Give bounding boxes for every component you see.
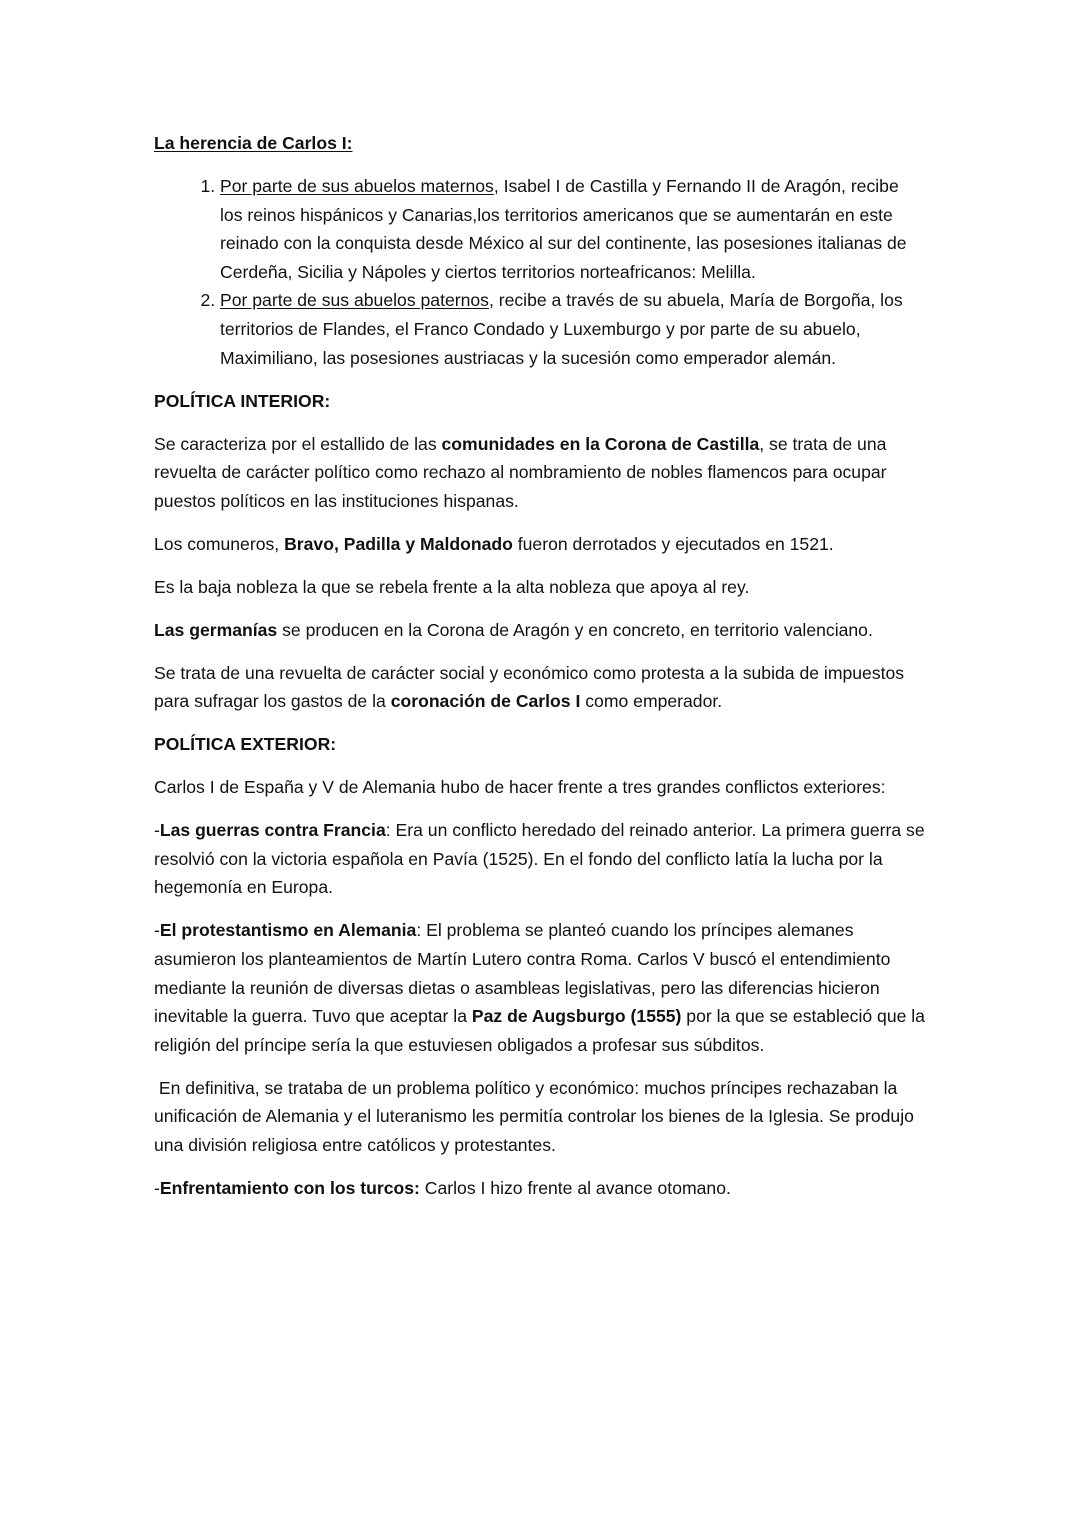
- paragraph: En definitiva, se trataba de un problema político y económico: muchos príncipes rechazaban la unificación de Alemania y el luteranismo les permitía controlar los bienes de la Iglesia. Se produjo una división religiosa entre católicos y protestantes.: [154, 1077, 919, 1155]
- heading-exterior: POLÍTICA EXTERIOR:: [154, 734, 337, 755]
- paragraph: Las germanías se producen en la Corona de Aragón y en concreto, en territorio valenciano.: [154, 619, 873, 640]
- paragraph: -Enfrentamiento con los turcos: Carlos I hizo frente al avance otomano.: [154, 1177, 731, 1198]
- document-page: [154, 129, 926, 1217]
- paragraph: Se trata de una revuelta de carácter social y económico como protesta a la subida de impuestos para sufragar los gastos de la coronación de Carlos I como emperador.: [154, 662, 905, 712]
- list-item: 2. Por parte de sus abuelos paternos, recibe a través de su abuela, María de Borgoña, los territorios de Flandes, el Franco Condado y Luxemburgo y por parte de su abuelo, Maximiliano, las posesiones austriacas y la sucesión como emperador alemán.: [220, 286, 926, 372]
- heading-interior: POLÍTICA INTERIOR:: [154, 390, 331, 411]
- list-item: 1. Por parte de sus abuelos maternos, Isabel I de Castilla y Fernando II de Aragón, recibe los reinos hispánicos y Canarias,los territorios americanos que se aumentarán en este reinado con la conquista desde México al sur del continente, las posesiones italianas de Cerdeña, Sicilia y Nápoles y ciertos territorios norteafricanos: Melilla.: [220, 172, 926, 286]
- paragraph: Los comuneros, Bravo, Padilla y Maldonado fueron derrotados y ejecutados en 1521.: [154, 533, 834, 554]
- paragraph: -Las guerras contra Francia: Era un conflicto heredado del reinado anterior. La primera guerra se resolvió con la victoria española en Pavía (1525). En el fondo del conflicto latía la lucha por la hegemonía en Europa.: [154, 820, 925, 898]
- paragraph: Se caracteriza por el estallido de las comunidades en la Corona de Castilla, se trata de una revuelta de carácter político como rechazo al nombramiento de nobles flamencos para ocupar puestos políticos en las instituciones hispanas.: [154, 433, 887, 511]
- inheritance-list: [154, 172, 926, 372]
- paragraph: -El protestantismo en Alemania: El problema se planteó cuando los príncipes alemanes asumieron los planteamientos de Martín Lutero contra Roma. Carlos V buscó el entendimiento mediante la reunión de diversas dietas o asambleas legislativas, pero las diferencias hicieron inevitable la guerra. Tuvo que aceptar la Paz de Augsburgo (1555) por la que se estableció que la religión del príncipe sería la que estuviesen obligados a profesar sus súbditos.: [154, 920, 925, 1055]
- paragraph: Es la baja nobleza la que se rebela frente a la alta nobleza que apoya al rey.: [154, 576, 750, 597]
- paragraph: Carlos I de España y V de Alemania hubo de hacer frente a tres grandes conflictos exteriores:: [154, 777, 886, 798]
- section-title: La herencia de Carlos I:: [154, 133, 353, 153]
